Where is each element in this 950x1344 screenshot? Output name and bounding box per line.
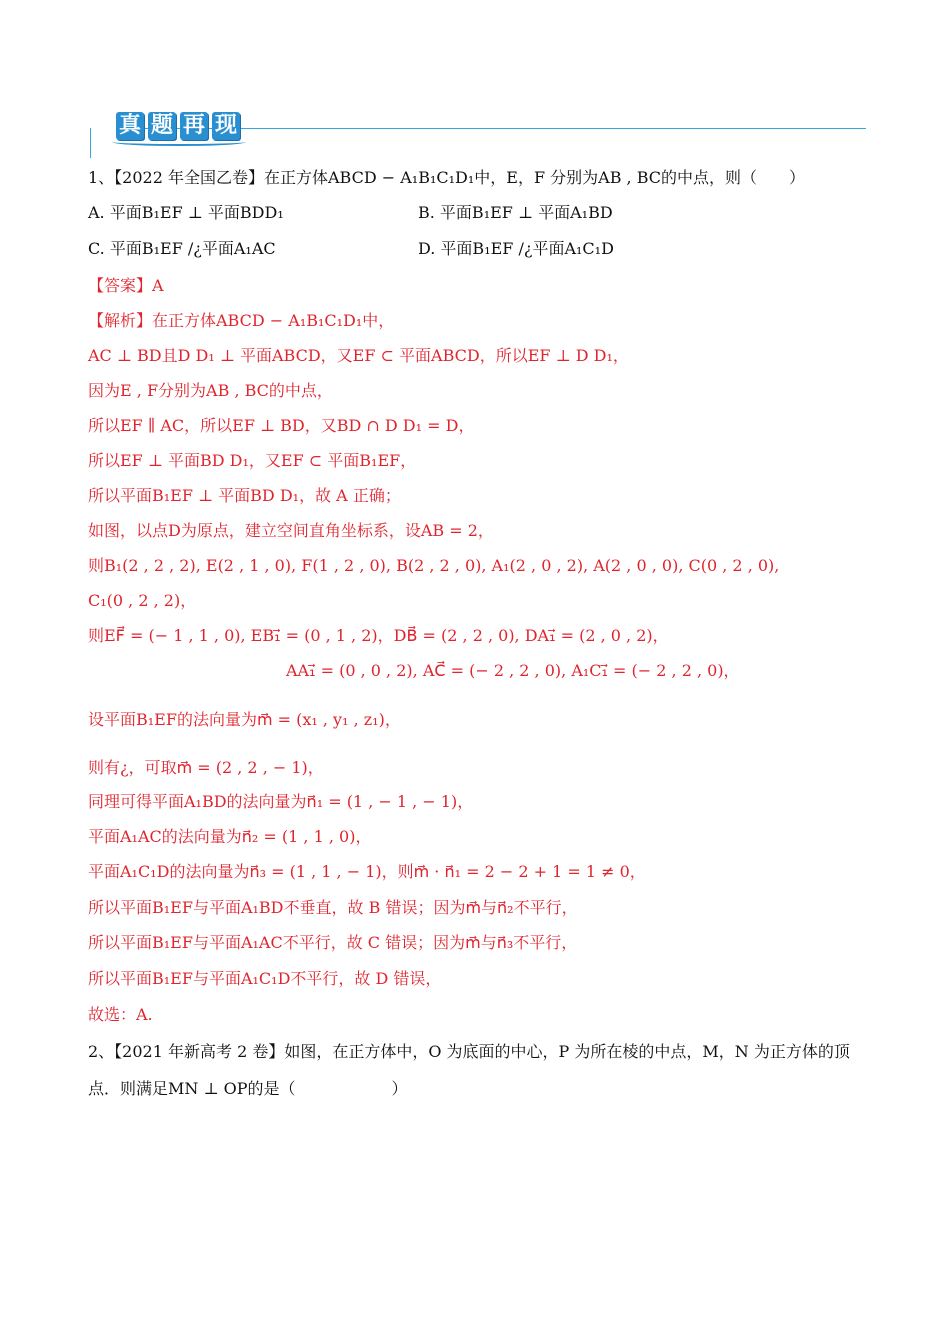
- q1-option-a: A. 平面B₁EF ⊥ 平面BDD₁: [88, 203, 284, 222]
- q2-stem-line2: 点．则满足MN ⊥ OP的是（ ）: [88, 1079, 408, 1098]
- q1-option-b: B. 平面B₁EF ⊥ 平面A₁BD: [418, 203, 613, 222]
- solution-line: 平面A₁AC的法向量为n⃗₂ = (1 , 1 , 0)，: [88, 827, 372, 846]
- solution-line: 因为E , F分别为AB , BC的中点，: [88, 381, 333, 400]
- header-left-mark: [90, 128, 91, 158]
- solution-line: AA₁⃗ = (0 , 0 , 2), AC⃗ = (− 2 , 2 , 0), A₁C₁⃗ = (− 2 , 2 , 0)，: [286, 661, 740, 680]
- solution-line: 所以EF ∥ AC，所以EF ⊥ BD，又BD ∩ D D₁ = D，: [88, 416, 475, 435]
- solution-line: 平面A₁C₁D的法向量为n⃗₃ = (1 , 1 , − 1)，则m⃗ · n⃗₁ = 2 − 2 + 1 = 1 ≠ 0，: [88, 862, 646, 881]
- q1-option-d: D. 平面B₁EF /¿平面A₁C₁D: [418, 239, 614, 258]
- q2-stem-line1: 2、【2021 年新高考 2 卷】如图，在正方体中，O 为底面的中心，P 为所在棱的中点，M，N 为正方体的顶: [88, 1042, 850, 1061]
- solution-line: 则有¿，可取m⃗ = (2 , 2 , − 1)，: [88, 758, 324, 777]
- solution-line: 所以平面B₁EF与平面A₁BD不垂直，故 B 错误；因为m⃗与n⃗₂不平行，: [88, 898, 578, 917]
- title-char: 真: [116, 112, 144, 140]
- solution-line: 如图，以点D为原点，建立空间直角坐标系，设AB = 2，: [88, 521, 494, 540]
- q1-answer: 【答案】A: [88, 276, 164, 295]
- solution-line: 所以EF ⊥ 平面BD D₁，又EF ⊂ 平面B₁EF，: [88, 451, 417, 470]
- title-char: 现: [212, 112, 240, 140]
- title-char: 再: [180, 112, 208, 140]
- title-char: 题: [148, 112, 176, 140]
- solution-line: 设平面B₁EF的法向量为m⃗ = (x₁ , y₁ , z₁)，: [88, 710, 401, 729]
- solution-line: 故选：A.: [88, 1005, 153, 1024]
- solution-line: 则B₁(2 , 2 , 2), E(2 , 1 , 0), F(1 , 2 , 0), B(2 , 2 , 0), A₁(2 , 0 , 2), A(2 , 0 , 0), C(0 , 2 , 0),: [88, 556, 780, 575]
- solution-line: 所以平面B₁EF与平面A₁AC不平行，故 C 错误；因为m⃗与n⃗₃不平行，: [88, 933, 578, 952]
- solution-line: C₁(0 , 2 , 2)，: [88, 591, 197, 610]
- solution-line: 则EF⃗ = (− 1 , 1 , 0), EB₁⃗ = (0 , 1 , 2)，DB⃗ = (2 , 2 , 0), DA₁⃗ = (2 , 0 , 2)，: [88, 626, 669, 645]
- q1-option-c: C. 平面B₁EF /¿平面A₁AC: [88, 239, 276, 258]
- solution-line: 【解析】在正方体ABCD − A₁B₁C₁D₁中，: [88, 311, 395, 330]
- solution-line: 同理可得平面A₁BD的法向量为n⃗₁ = (1 , − 1 , − 1)，: [88, 792, 474, 811]
- solution-line: 所以平面B₁EF ⊥ 平面BD D₁，故 A 正确；: [88, 486, 401, 505]
- section-title: [116, 112, 240, 140]
- section-header: [86, 112, 866, 162]
- solution-line: 所以平面B₁EF与平面A₁C₁D不平行，故 D 错误，: [88, 969, 442, 988]
- solution-line: AC ⊥ BD且D D₁ ⊥ 平面ABCD，又EF ⊂ 平面ABCD，所以EF ⊥ D D₁，: [88, 346, 629, 365]
- q1-stem: 1、【2022 年全国乙卷】在正方体ABCD − A₁B₁C₁D₁中，E，F 分别为AB , BC的中点，则（ ）: [88, 168, 806, 187]
- book-icon: [112, 138, 246, 146]
